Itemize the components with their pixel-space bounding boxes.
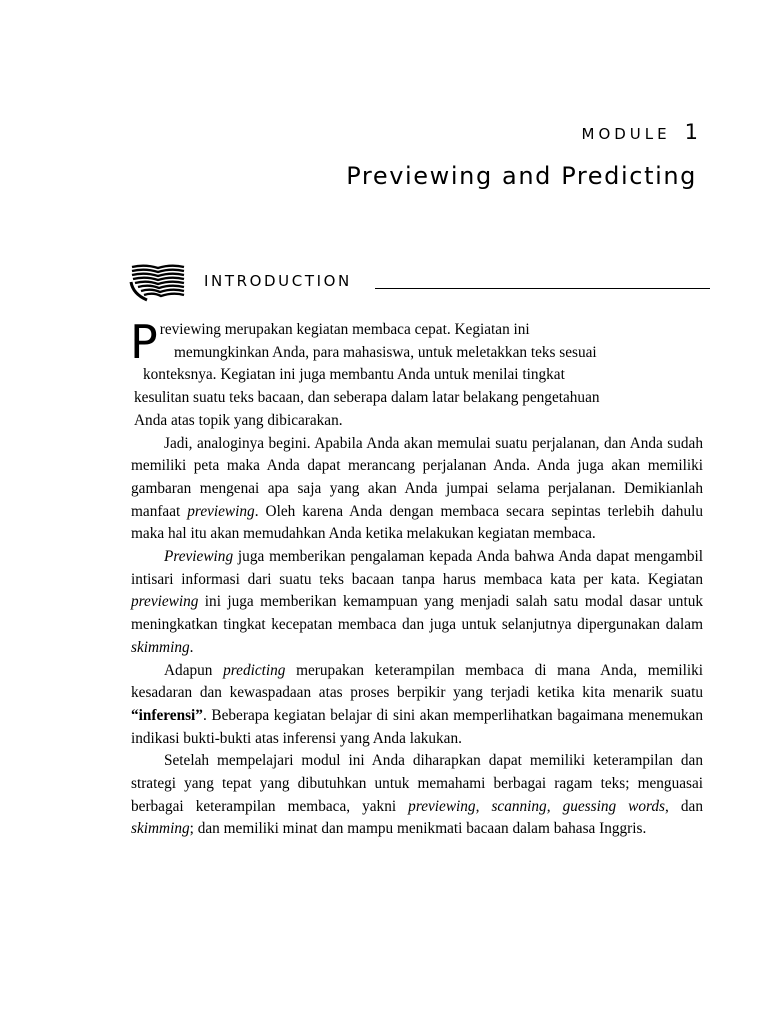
open-book-icon xyxy=(129,264,187,302)
paragraph-4-text-b: merupakan keterampilan membaca di mana Anda, memiliki kesadaran dan kewaspadaan atas proses berpikir yang terjadi ketika kita menarik suatu xyxy=(131,661,703,702)
module-label xyxy=(582,120,699,144)
section-heading: INTRODUCTION xyxy=(204,272,352,290)
drop-cap: P xyxy=(130,315,158,369)
heading-rule xyxy=(375,288,710,289)
paragraph-2-text-b: . Oleh karena Anda dengan membaca secara sepintas terlebih dahulu maka hal itu akan memudahkan Anda ketika melakukan kegiatan membaca. xyxy=(131,502,703,543)
paragraph-1-line-3: konteksnya. Kegiatan ini juga membantu Anda untuk menilai tingkat xyxy=(143,366,565,384)
paragraph-4-text-c: . Beberapa kegiatan belajar di sini akan memperlihatkan bagaimana menemukan indikasi bukti-bukti atas inferensi yang Anda lakukan. xyxy=(131,706,703,747)
paragraph-3-term-a: Previewing xyxy=(164,548,234,566)
body-text xyxy=(130,315,703,841)
paragraph-1-line-5: Anda atas topik yang dibicarakan. xyxy=(134,411,343,429)
paragraph-3 xyxy=(131,546,703,660)
paragraph-2-term: previewing xyxy=(187,502,255,520)
paragraph-4 xyxy=(131,660,703,751)
paragraph-2 xyxy=(131,433,703,547)
module-title: Previewing and Predicting xyxy=(346,162,697,190)
paragraph-1 xyxy=(130,315,703,433)
paragraph-5-text-c: ; dan memiliki minat dan mampu menikmati bacaan dalam bahasa Inggris. xyxy=(189,820,647,838)
paragraph-4-text-a: Adapun xyxy=(164,661,224,679)
paragraph-5-terms: previewing, scanning, guessing words xyxy=(408,797,666,815)
paragraph-1-line-2: memungkinkan Anda, para mahasiswa, untuk meletakkan teks sesuai xyxy=(174,343,597,361)
paragraph-3-term-b: previewing xyxy=(131,593,199,611)
paragraph-1-line-1: reviewing merupakan kegiatan membaca cepat. Kegiatan ini xyxy=(159,321,530,338)
paragraph-4-term: predicting xyxy=(223,661,286,679)
paragraph-3-text-b: ini juga memberikan kemampuan yang menjadi salah satu modal dasar untuk meningkatkan tingkat kecepatan membaca dan juga untuk selanjutnya dipergunakan dalam xyxy=(131,593,703,634)
paragraph-2-text-a: Jadi, analoginya begini. Apabila Anda akan memulai suatu perjalanan, dan Anda sudah memiliki peta maka Anda dapat merancang perjalanan Anda. Anda juga akan memiliki gambaran mengenai apa saja yang akan Anda jumpai selama perjalanan. Demikianlah manfaat xyxy=(131,434,703,520)
section-header xyxy=(129,264,710,304)
paragraph-3-text-c: . xyxy=(189,638,194,656)
paragraph-1-line-4: kesulitan suatu teks bacaan, dan seberapa dalam latar belakang pengetahuan xyxy=(134,389,600,407)
paragraph-4-bold-term: “inferensi” xyxy=(131,706,203,724)
paragraph-5-text-a: Setelah mempelajari modul ini Anda diharapkan dapat memiliki keterampilan dan strategi yang tepat yang dibutuhkan untuk memahami berbagai ragam teks; menguasai berbagai keterampilan membaca, yakni xyxy=(131,752,703,815)
paragraph-5-text-b: , dan xyxy=(665,797,703,815)
module-number: 1 xyxy=(684,120,698,144)
paragraph-5-term: skimming xyxy=(131,820,190,838)
module-word: MODULE xyxy=(581,125,671,143)
paragraph-3-term-c: skimming xyxy=(131,638,190,656)
paragraph-5 xyxy=(131,750,703,841)
paragraph-3-text-a: juga memberikan pengalaman kepada Anda bahwa Anda dapat mengambil intisari informasi dari suatu teks bacaan tanpa harus membaca kata per kata. Kegiatan xyxy=(131,548,703,588)
